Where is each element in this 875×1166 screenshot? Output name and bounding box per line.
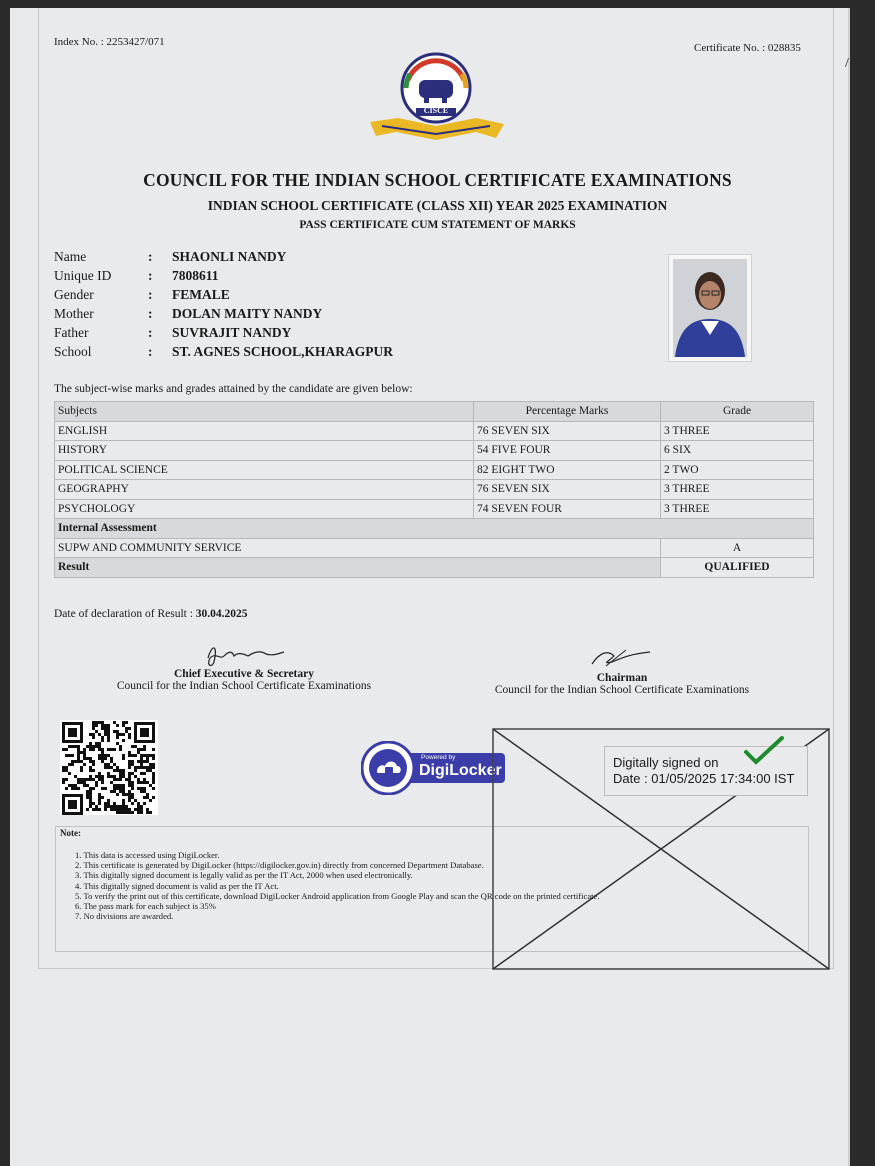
result-label: Result (55, 558, 661, 578)
info-label: Gender (54, 287, 94, 302)
cisce-logo (366, 52, 508, 150)
marks-cell: 82 EIGHT TWO (474, 460, 661, 480)
subject-cell: ENGLISH (55, 421, 474, 441)
grade-cell: 2 TWO (661, 460, 814, 480)
left-signature (200, 640, 290, 670)
marks-table (54, 401, 814, 578)
marks-cell: 76 SEVEN SIX (474, 421, 661, 441)
table-header-row (55, 402, 814, 422)
council-title: COUNCIL FOR THE INDIAN SCHOOL CERTIFICATE EXAMINATIONS (143, 170, 732, 190)
digilocker-brand: DigiLocker (419, 762, 502, 779)
header-percentage: Percentage Marks (474, 402, 661, 422)
marks-cell: 76 SEVEN SIX (474, 480, 661, 500)
info-label: Mother (54, 306, 94, 321)
right-signature (586, 644, 656, 670)
qr-code (60, 720, 158, 815)
note-title: Note: (60, 828, 81, 838)
info-value: DOLAN MAITY NANDY (172, 306, 323, 321)
info-row-unique-id (54, 268, 393, 287)
note-item: 6. The pass mark for each subject is 35% (75, 901, 216, 912)
result-row (55, 558, 814, 578)
info-row-gender (54, 287, 393, 306)
colon: : (148, 268, 153, 283)
colon: : (148, 325, 153, 340)
exam-title: INDIAN SCHOOL CERTIFICATE (CLASS XII) YEAR 2025 EXAMINATION (207, 198, 668, 213)
candidate-photo (668, 254, 752, 362)
result-value: QUALIFIED (661, 558, 814, 578)
subject-cell: GEOGRAPHY (55, 480, 474, 500)
internal-grade-cell: A (661, 538, 814, 558)
digilocker-badge (361, 741, 505, 795)
internal-subject-cell: SUPW AND COMMUNITY SERVICE (55, 538, 661, 558)
certificate-number: Certificate No. : 028835 (694, 42, 801, 54)
table-row (55, 460, 814, 480)
table-row (55, 421, 814, 441)
info-value: SUVRAJIT NANDY (172, 325, 292, 340)
info-label: Unique ID (54, 268, 112, 283)
subject-cell: HISTORY (55, 441, 474, 461)
note-item: 5. To verify the print out of this certificate, download DigiLocker Android application from Google Play and scan the QR code on the printed certificate. (75, 890, 600, 901)
check-icon (742, 736, 786, 766)
info-row-school (54, 344, 393, 363)
powered-by: Powered by (421, 754, 456, 761)
candidate-info (54, 249, 393, 363)
note-item: 3. This digitally signed document is legally valid as per the IT Act, 2000 when used electronically. (75, 870, 413, 881)
declaration-date: 30.04.2025 (195, 608, 248, 620)
table-row (55, 480, 814, 500)
table-row (55, 441, 814, 461)
right-signatory-title: Chairman (596, 672, 648, 684)
left-signatory-org: Council for the Indian School Certificate Examinations (116, 680, 372, 692)
info-value: ST. AGNES SCHOOL,KHARAGPUR (172, 344, 394, 359)
grade-cell: 3 THREE (661, 499, 814, 519)
internal-assessment-row (55, 519, 814, 539)
header-subjects: Subjects (55, 402, 474, 422)
colon: : (148, 249, 153, 264)
internal-assessment-label: Internal Assessment (55, 519, 814, 539)
marks-cell: 74 SEVEN FOUR (474, 499, 661, 519)
colon: : (148, 306, 153, 321)
certificate-title: PASS CERTIFICATE CUM STATEMENT OF MARKS (299, 219, 576, 231)
info-label: Name (54, 249, 87, 264)
declaration (54, 608, 248, 620)
index-number: Index No. : 2253427/071 (54, 36, 165, 48)
right-signatory-org: Council for the Indian School Certificate Examinations (494, 684, 750, 696)
declaration-label: Date of declaration of Result : (54, 608, 193, 620)
pen-mark: / (845, 56, 849, 71)
logo-text: CISCE (423, 106, 449, 115)
table-row (55, 499, 814, 519)
right-signatory (470, 672, 774, 696)
subject-cell: POLITICAL SCIENCE (55, 460, 474, 480)
grade-cell: 3 THREE (661, 480, 814, 500)
marks-intro: The subject-wise marks and grades attained by the candidate are given below: (54, 383, 413, 395)
note-item: 2. This certificate is generated by DigiLocker (https://digilocker.gov.in) directly from concerned Department Database. (75, 860, 484, 871)
info-value: FEMALE (172, 287, 230, 302)
info-label: School (54, 344, 92, 359)
note-item: 4. This digitally signed document is valid as per the IT Act. (75, 880, 279, 891)
grade-cell: 6 SIX (661, 441, 814, 461)
grade-cell: 3 THREE (661, 421, 814, 441)
info-value: SHAONLI NANDY (172, 249, 287, 264)
colon: : (148, 344, 153, 359)
left-signatory-title: Chief Executive & Secretary (174, 668, 314, 680)
signed-line-1: Digitally signed on (613, 755, 719, 770)
marks-cell: 54 FIVE FOUR (474, 441, 661, 461)
colon: : (148, 287, 153, 302)
info-label: Father (54, 325, 89, 340)
left-signatory (84, 668, 404, 692)
note-item: 7. No divisions are awarded. (75, 911, 174, 922)
info-row-father (54, 325, 393, 344)
info-row-name (54, 249, 393, 268)
info-value: 7808611 (172, 268, 219, 283)
header-grade: Grade (661, 402, 814, 422)
signed-line-2: Date : 01/05/2025 17:34:00 IST (613, 771, 795, 786)
subject-cell: PSYCHOLOGY (55, 499, 474, 519)
table-row (55, 538, 814, 558)
info-row-mother (54, 306, 393, 325)
note-item: 1. This data is accessed using DigiLocker. (75, 850, 220, 860)
